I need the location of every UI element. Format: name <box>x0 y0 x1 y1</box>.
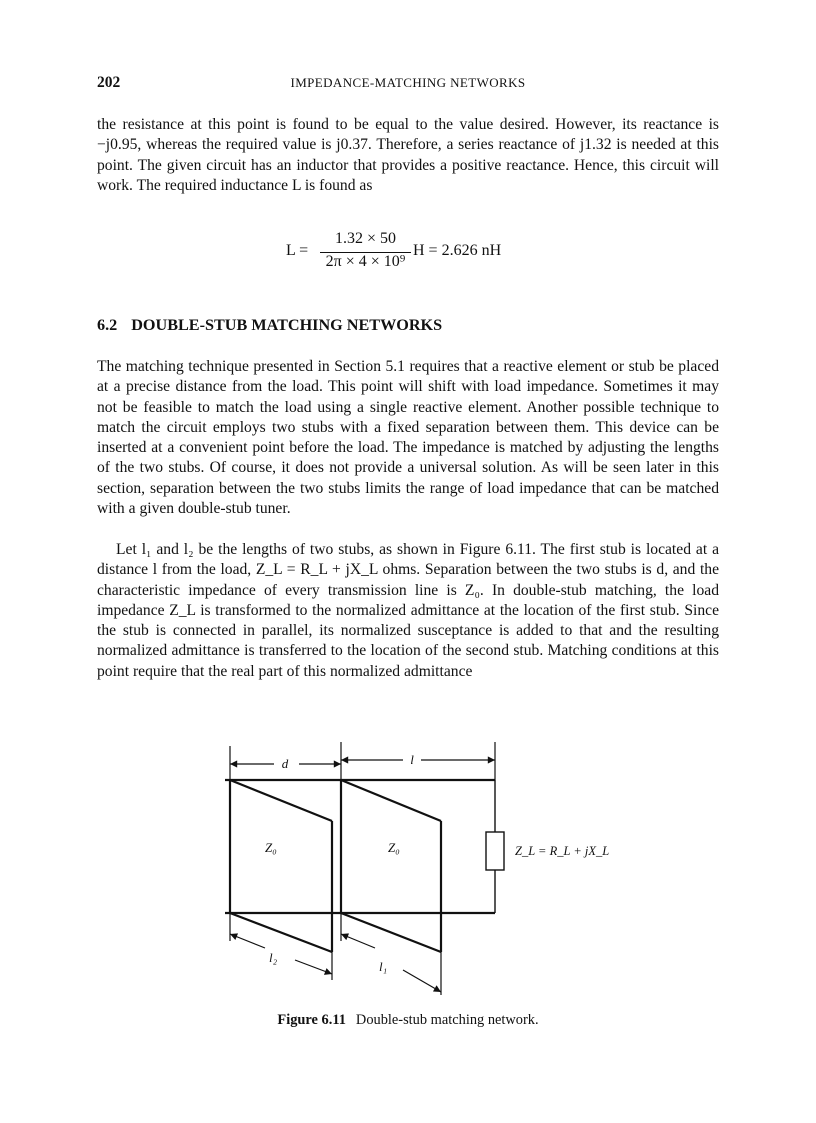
equation-numerator: 1.32 × 50 <box>334 230 397 247</box>
label-z0-left: Z₀ <box>265 840 277 855</box>
l2-arrow-left <box>230 934 265 948</box>
stub1-top <box>341 780 441 821</box>
l1-arrow-left <box>341 934 375 948</box>
label-load: Z_L = R_L + jX_L <box>515 844 610 858</box>
equation-lhs: L = <box>286 242 309 259</box>
equation-fraction <box>320 230 411 271</box>
paragraph-1-text: the resistance at this point is found to be equal to the value desired. However, its reactance is −j0.95, whereas the required value is j0.37. Therefore, a series reactance of j1.32 is needed at this point. The given circuit has an inductor that provides a positive reactance. Hence, this circuit will work. The required inductance L is found as <box>97 116 719 194</box>
l1-arrow-right <box>403 970 441 992</box>
paragraph-1 <box>97 115 719 196</box>
inductance-equation <box>286 230 586 278</box>
running-title: IMPEDANCE-MATCHING NETWORKS <box>290 75 526 90</box>
label-d: d <box>281 756 289 771</box>
double-stub-figure <box>205 736 625 1001</box>
label-l1: l₁ <box>379 959 388 974</box>
stub2-top <box>230 780 332 821</box>
section-number: 6.2 <box>97 316 118 334</box>
label-z0-right: Z₀ <box>388 840 400 855</box>
page-number: 202 <box>97 74 121 91</box>
caption-text: Double-stub matching network. <box>355 1012 539 1028</box>
stub1-bottom <box>341 913 441 952</box>
figure-caption <box>0 1012 816 1029</box>
label-l: l <box>410 752 414 767</box>
paragraph-2-text: The matching technique presented in Section 5.1 requires that a reactive element or stub be placed at a precise distance from the load. This point will shift with load impedance. Sometimes it may not be feasible to match the load using a single reactive element. Another possible technique to match the circuit employs two stubs with a fixed separation between them. This device can be inserted at a convenient point before the load. The impedance is matched by adjusting the lengths of the two stubs. Of course, it does not provide a universal solution. As will be seen later in this section, separation between the two stubs limits the range of load impedance that can be matched with a given double-stub tuner. <box>97 358 719 518</box>
l2-arrow-right <box>295 960 332 974</box>
equation-rhs: H = 2.626 nH <box>413 242 502 259</box>
load-resistor <box>486 832 504 870</box>
caption-label: Figure 6.11 <box>277 1012 346 1028</box>
section-heading <box>97 316 442 335</box>
label-l2: l₂ <box>269 950 278 965</box>
paragraph-3-text: Let l₁ and l₂ be the lengths of two stubs, as shown in Figure 6.11. The first stub is located at a distance l from the load, Z_L = R_L + jX_L ohms. Separation between the two stubs is d, and the characteristic impedance of every transmission line is Z₀. In double-stub matching, the load impedance Z_L is transformed to the normalized admittance at the location of the first stub. Since the stub is connected in parallel, its normalized susceptance is added to that and the resulting normalized admittance is transferred to the location of the second stub. Matching conditions at this point require that the real part of this normalized admittance <box>97 541 719 680</box>
equation-denominator: 2π × 4 × 10⁹ <box>325 253 406 270</box>
page-header <box>97 74 719 94</box>
paragraph-3 <box>97 540 719 682</box>
section-title: DOUBLE-STUB MATCHING NETWORKS <box>131 316 443 334</box>
paragraph-2 <box>97 357 719 519</box>
stub2-bottom <box>230 913 332 952</box>
